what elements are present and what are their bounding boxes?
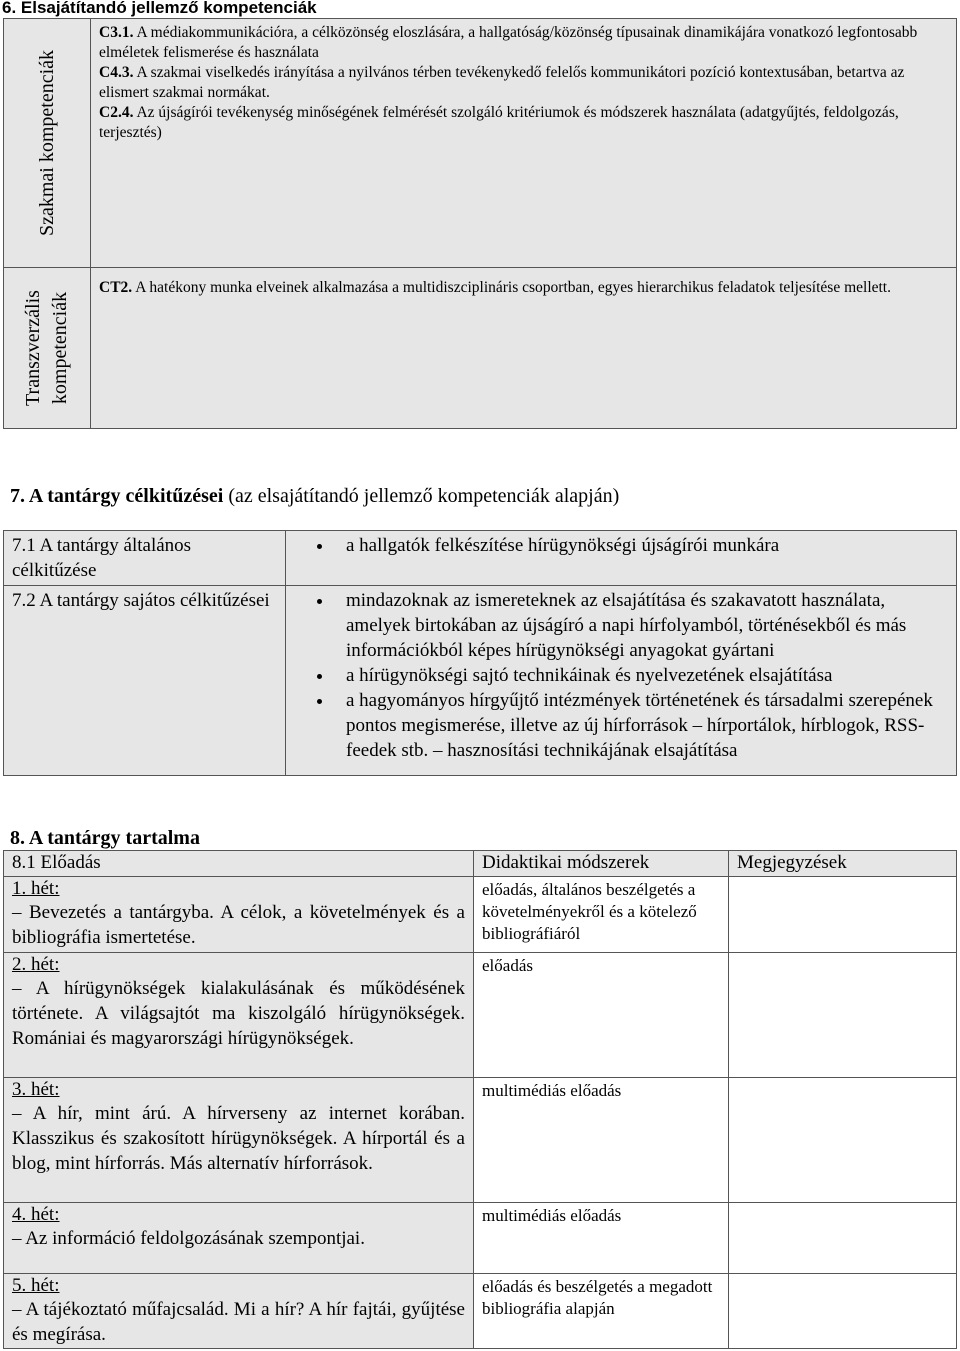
header-lecture: 8.1 Előadás (4, 851, 474, 877)
specific-objective-list (286, 586, 957, 776)
transversal-items (91, 268, 957, 429)
section-8-title: 8. A tantárgy tartalma (10, 827, 200, 849)
notes-cell (729, 1202, 957, 1273)
competency-code: CT2. (99, 279, 133, 296)
competency-item (99, 278, 948, 298)
section-7-title-bold: 7. A tantárgy célkitűzései (10, 485, 224, 507)
general-objective-row (4, 531, 957, 586)
section-7-title-rest: (az elsajátítandó jellemző kompetenciák alapján) (223, 485, 620, 507)
transversal-row (4, 268, 957, 429)
week-topic: – Bevezetés a tantárgyba. A célok, a követelmények és a bibliográfia ismertetése. (12, 902, 465, 949)
objective-item: • mindazoknak az ismereteknek az elsajátítása és szakavatott használata, amelyek birtokában az újságíró a napi hírfolyamból, történésekből és más információkból képes hírügynökségi anyagokat gyártani (334, 588, 948, 663)
objective-item: • a hallgatók felkészítése hírügynökségi újságírói munkára (334, 533, 948, 558)
table-row (4, 1273, 957, 1348)
professional-row (4, 19, 957, 268)
notes-cell (729, 876, 957, 952)
competency-text: A hatékony munka elveinek alkalmazása a multidiszciplináris csoportban, egyes hierarchikus feladatok teljesítése mellett. (132, 279, 891, 296)
lecture-cell (4, 1077, 474, 1202)
notes-cell (729, 1077, 957, 1202)
method-cell: előadás (474, 952, 729, 1077)
competency-text: Az újságírói tevékenység minőségének felmérését szolgáló kritériumok és módszerek használata (adatgyűjtés, feldolgozás, terjesztés) (99, 104, 899, 141)
week-topic: – A hírügynökségek kialakulásának és működésének története. A világsajtót ma kiszolgáló hírügynökségek. Romániai és magyarországi hírügynökségek. (12, 978, 465, 1049)
content-table (3, 850, 957, 1349)
general-objective-label: 7.1 A tantárgy általános célkitűzése (4, 531, 286, 586)
header-notes: Megjegyzések (729, 851, 957, 877)
competency-code: C4.3. (99, 64, 134, 81)
professional-label-cell (4, 19, 91, 268)
table-row (4, 1202, 957, 1273)
competency-code: C3.1. (99, 24, 134, 41)
transversal-label-cell (4, 268, 91, 429)
transversal-label (20, 290, 74, 406)
method-cell: előadás, általános beszélgetés a követelményekről és a kötelező bibliográfiáról (474, 876, 729, 952)
week-label: 3. hét: (12, 1078, 60, 1100)
week-topic: – Az információ feldolgozásának szempontjai. (12, 1228, 365, 1250)
objective-item: • a hírügynökségi sajtó technikáinak és nyelvezetének elsajátítása (334, 663, 948, 688)
content-header-row (4, 851, 957, 877)
competencies-table (3, 18, 957, 429)
competency-item (99, 63, 948, 102)
competency-item (99, 23, 948, 62)
lecture-cell (4, 1273, 474, 1348)
general-objective-list (286, 531, 957, 586)
lecture-cell (4, 1202, 474, 1273)
table-row (4, 876, 957, 952)
professional-items (91, 19, 957, 268)
week-label: 5. hét: (12, 1274, 60, 1296)
section-7-title (10, 485, 619, 508)
table-row (4, 1077, 957, 1202)
method-cell: multimédiás előadás (474, 1077, 729, 1202)
notes-cell (729, 952, 957, 1077)
header-methods: Didaktikai módszerek (474, 851, 729, 877)
notes-cell (729, 1273, 957, 1348)
method-cell: multimédiás előadás (474, 1202, 729, 1273)
week-label: 2. hét: (12, 953, 60, 975)
section-6-title: 6. Elsajátítandó jellemző kompetenciák (2, 0, 317, 17)
objectives-table (3, 530, 957, 776)
lecture-cell (4, 876, 474, 952)
table-row (4, 952, 957, 1077)
competency-text: A médiakommunikációra, a célközönség eloszlására, a hallgatóság/közönség típusainak dinamikájára vonatkozó legfontosabb elméletek felismerése és használata (99, 24, 918, 61)
competency-code: C2.4. (99, 104, 134, 121)
objective-item: • a hagyományos hírgyűjtő intézmények történetének és társadalmi szerepének pontos megismerése, illetve az új hírforrások – hírportálok, hírblogok, RSS-feedek stb. – hasznosítási technikájának elsajátítása (334, 688, 948, 763)
week-topic: – A hír, mint árú. A hírverseny az internet korában. Klasszikus és szakosított hírügynökségek. A hírportál és a blog, mint hírforrás. Más alternatív hírforrások. (12, 1103, 465, 1174)
lecture-cell (4, 952, 474, 1077)
week-topic: – A tájékoztató műfajcsalád. Mi a hír? A hír fajtái, gyűjtése és megírása. (12, 1299, 465, 1346)
specific-objective-row (4, 586, 957, 776)
week-label: 4. hét: (12, 1203, 60, 1225)
professional-label: Szakmai kompetenciák (36, 49, 58, 237)
competency-item (99, 103, 948, 142)
specific-objective-label: 7.2 A tantárgy sajátos célkitűzései (4, 586, 286, 776)
competency-text: A szakmai viselkedés irányítása a nyilvános térben tevékenykedő felelős kommunikátori pozíció kontextusában, betartva az elismert szakmai normákat. (99, 64, 905, 101)
method-cell: előadás és beszélgetés a megadott bibliográfia alapján (474, 1273, 729, 1348)
transversal-label-line2: kompetenciák (49, 291, 71, 405)
week-label: 1. hét: (12, 877, 60, 899)
transversal-label-line1: Transzverzális (22, 290, 44, 406)
